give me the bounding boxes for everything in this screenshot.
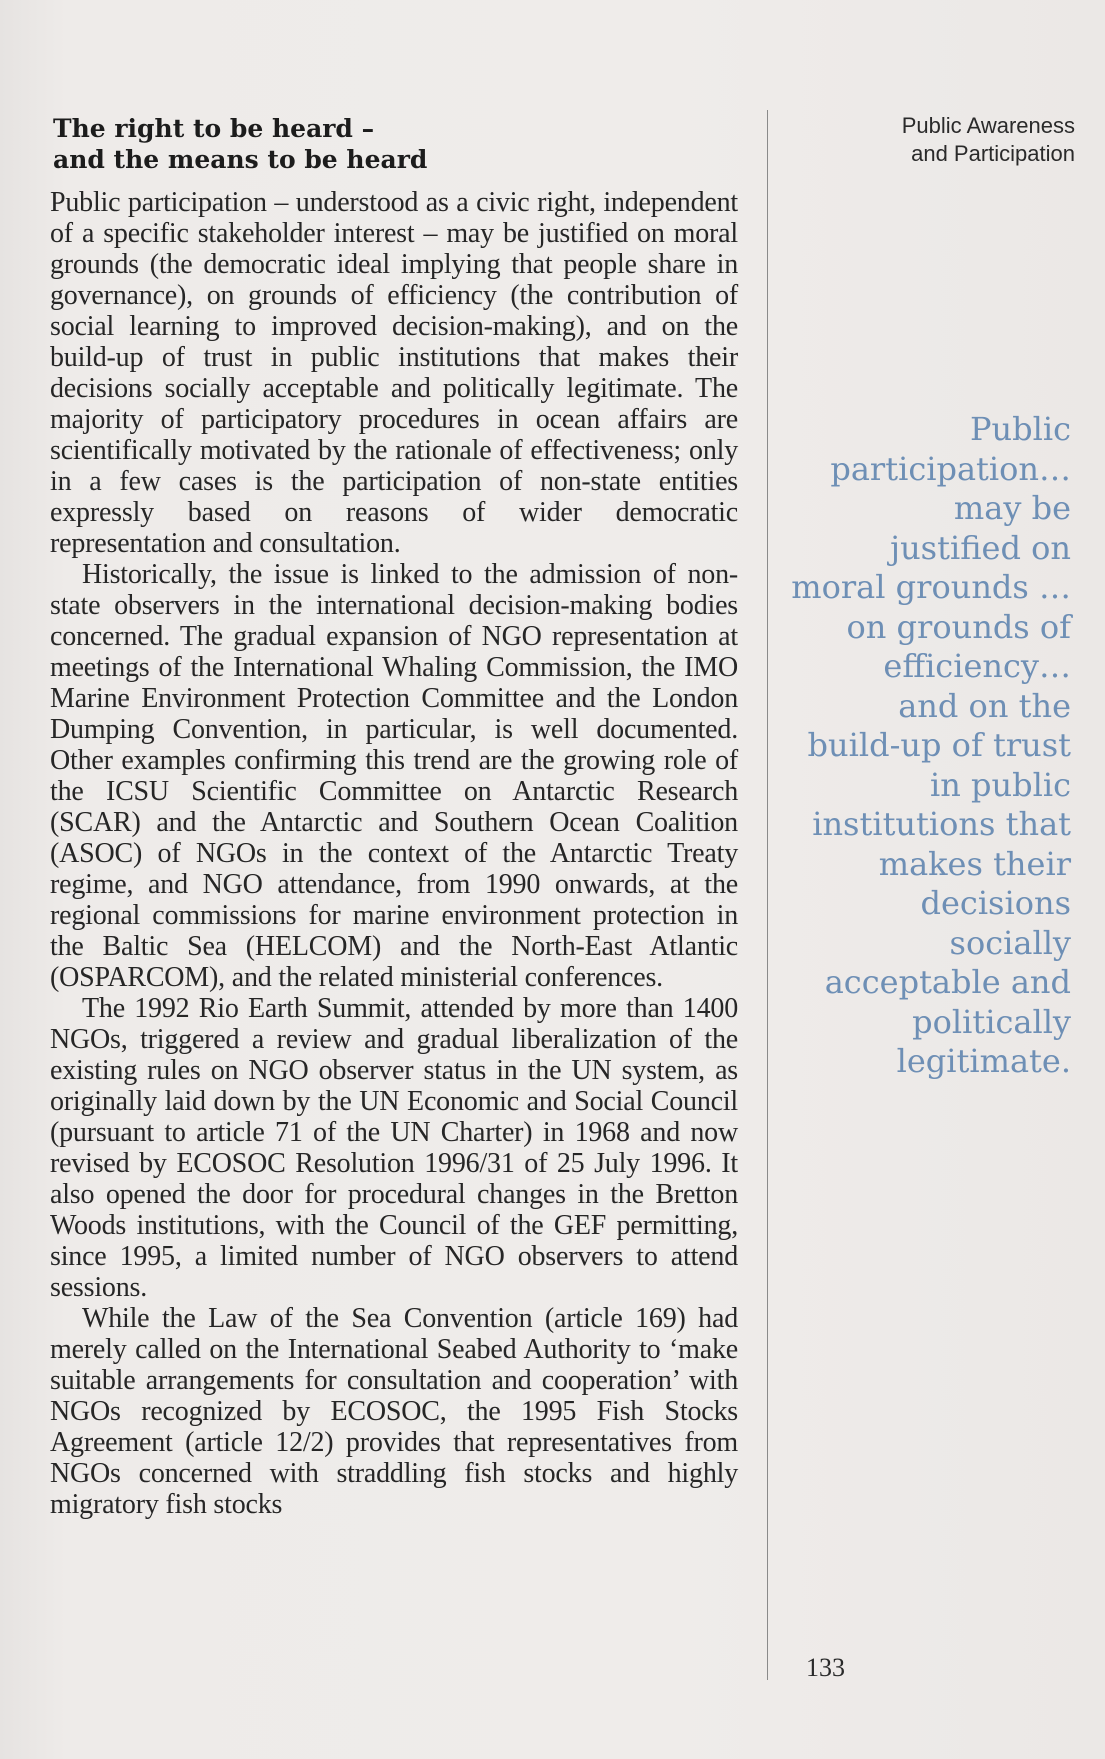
- pull-quote-line: participation…: [830, 449, 1071, 488]
- running-head-line-1: Public Awareness: [901, 113, 1075, 138]
- main-column: [50, 113, 738, 1520]
- paragraph-3: The 1992 Rio Earth Summit, attended by more than 1400 NGOs, triggered a review and gradual liberalization of the existing rules on NGO observer status in the UN system, as originally laid down by the UN Economic and Social Council (pursuant to article 71 of the UN Charter) in 1968 and now revised by ECOSOC Resolution 1996/31 of 25 July 1996. It also opened the door for procedural changes in the Bretton Woods institutions, with the Council of the GEF permitting, since 1995, a limited number of NGO observers to attend sessions.: [50, 993, 738, 1303]
- page-number: 133: [806, 1653, 845, 1682]
- paragraph-4: While the Law of the Sea Convention (article 169) had merely called on the International Seabed Authority to ‘make suitable arrangements for consultation and cooperation’ with NGOs recognized by ECOSOC, the 1995 Fish Stocks Agreement (article 12/2) provides that representatives from NGOs concerned with straddling fish stocks and highly migratory fish stocks: [50, 1303, 738, 1520]
- pull-quote-line: makes their: [878, 844, 1071, 883]
- section-heading-line-2: and the means to be heard: [53, 145, 428, 174]
- pull-quote-line: and on the: [898, 686, 1071, 725]
- pull-quote-line: Public: [969, 410, 1071, 448]
- column-divider: [767, 110, 768, 1680]
- pull-quote-line: justified on: [890, 528, 1071, 567]
- pull-quote-line: moral grounds …: [791, 568, 1071, 606]
- pull-quote-line: in public: [930, 765, 1071, 804]
- paragraph-1: Public participation – understood as a civic right, independent of a specific stakeholder interest – may be justified on moral grounds (the democratic ideal implying that people share in governance), on grounds of efficiency (the contribution of social learning to improved decision-making), and on the build-up of trust in public institutions that makes their decisions socially acceptable and politically legitimate. The majority of participatory procedures in ocean affairs are scientifically motivated by the rationale of effectiveness; only in a few cases is the participation of non-state entities expressly based on reasons of wider democratic representation and consultation.: [50, 187, 738, 559]
- section-heading: [53, 113, 738, 175]
- pull-quote-line: decisions: [920, 884, 1071, 922]
- paragraph-2: Historically, the issue is linked to the admission of non-state observers in the international decision-making bodies concerned. The gradual expansion of NGO representation at meetings of the International Whaling Commission, the IMO Marine Environment Protection Committee and the London Dumping Convention, in particular, is well documented. Other examples confirming this trend are the growing role of the ICSU Scientific Committee on Antarctic Research (SCAR) and the Antarctic and Southern Ocean Coalition (ASOC) of NGOs in the context of the Antarctic Treaty regime, and NGO attendance, from 1990 onwards, at the regional commissions for marine environment protection in the Baltic Sea (HELCOM) and the North-East Atlantic (OSPARCOM), and the related ministerial conferences.: [50, 559, 738, 993]
- section-heading-line-1: The right to be heard –: [53, 114, 375, 143]
- pull-quote-line: socially: [949, 923, 1071, 962]
- pull-quote: [781, 410, 1071, 1082]
- pull-quote-line: build-up of trust: [807, 726, 1071, 764]
- pull-quote-line: institutions that: [812, 805, 1071, 843]
- pull-quote-line: acceptable and: [824, 963, 1071, 1001]
- pull-quote-line: on grounds of: [846, 607, 1071, 646]
- running-head-line-2: and Participation: [911, 141, 1075, 166]
- running-head: [835, 112, 1075, 168]
- pull-quote-line: politically: [912, 1002, 1071, 1041]
- pull-quote-line: efficiency…: [883, 647, 1071, 685]
- pull-quote-line: may be: [953, 489, 1071, 527]
- pull-quote-line: legitimate.: [896, 1042, 1071, 1080]
